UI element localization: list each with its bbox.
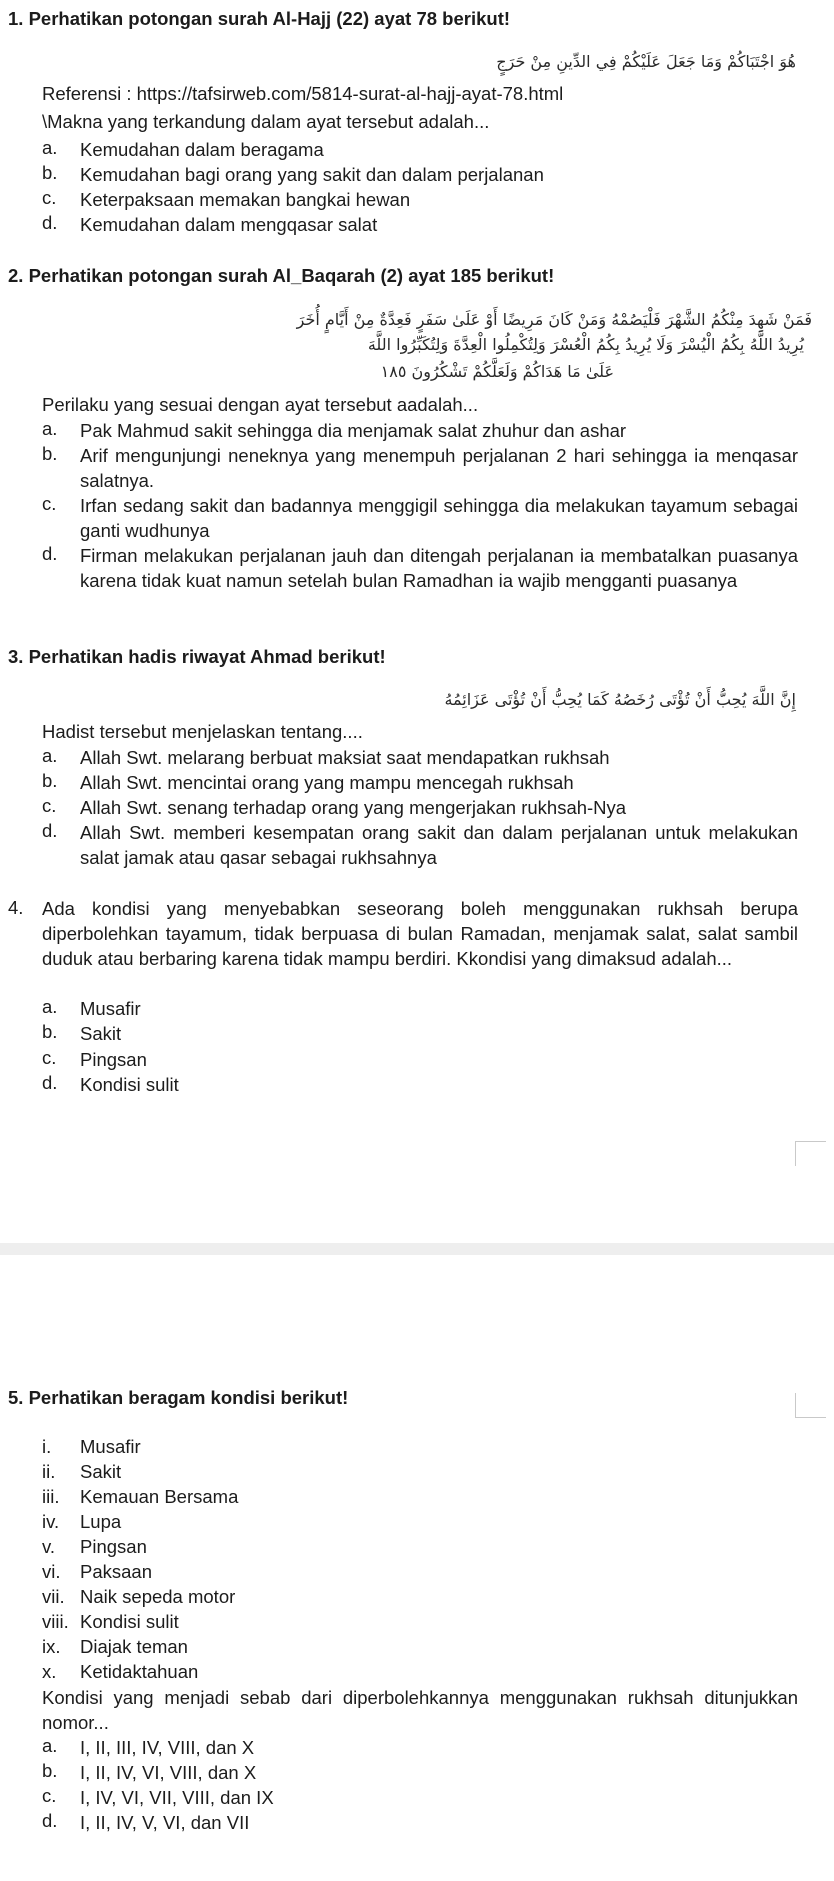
q3-option-d[interactable]: Allah Swt. memberi kesempatan orang sakit dan dalam perjalanan untuk melakukan salat jamak atau qasar sebagai rukhsahnya	[80, 822, 798, 868]
q5-item: Lupa	[80, 1511, 122, 1532]
q4-option-c-letter: c.	[42, 1047, 57, 1068]
q2-question: Perilaku yang sesuai dengan ayat tersebut aadalah...	[42, 394, 479, 415]
q3-option-a[interactable]: Allah Swt. melarang berbuat maksiat saat mendapatkan rukhsah	[80, 747, 610, 768]
q5-option-d[interactable]: I, II, IV, V, VI, dan VII	[80, 1812, 250, 1833]
q3-option-b-letter: b.	[42, 770, 58, 791]
q4-option-a-letter: a.	[42, 996, 58, 1017]
q2-option-d[interactable]: Firman melakukan perjalanan jauh dan ditengah perjalanan ia membatalkan puasanya karena tidak kuat namun setelah bulan Ramadhan ia wajib mengganti puasanya	[80, 545, 798, 591]
q5-item: Musafir	[80, 1436, 141, 1457]
q2-option-a-letter: a.	[42, 418, 58, 439]
q3-question: Hadist tersebut menjelaskan tentang....	[42, 721, 363, 742]
q1-option-b[interactable]: Kemudahan bagi orang yang sakit dan dalam perjalanan	[80, 164, 544, 185]
q5-item-num: iii.	[42, 1486, 60, 1507]
crop-corner-top	[795, 1141, 826, 1166]
q1-option-c[interactable]: Keterpaksaan memakan bangkai hewan	[80, 189, 411, 210]
q5-item: Paksaan	[80, 1561, 152, 1582]
q1-arabic: هُوَ اجْتَبَاكُمْ وَمَا جَعَلَ عَلَيْكُمْ فِي الدِّينِ مِنْ حَرَجٍ	[496, 52, 796, 71]
q2-arabic-line-3: عَلَىٰ مَا هَدَاكُمْ وَلَعَلَّكُمْ تَشْكُرُونَ ١٨٥	[380, 362, 614, 381]
q2-option-d-letter: d.	[42, 543, 58, 564]
q5-item: Kemauan Bersama	[80, 1486, 239, 1507]
q3-title: 3. Perhatikan hadis riwayat Ahmad berikut!	[8, 646, 386, 667]
q4-option-d-letter: d.	[42, 1072, 58, 1093]
q2-option-a[interactable]: Pak Mahmud sakit sehingga dia menjamak salat zhuhur dan ashar	[80, 420, 627, 441]
q1-reference: Referensi : https://tafsirweb.com/5814-surat-al-hajj-ayat-78.html	[42, 83, 564, 104]
q5-item-num: v.	[42, 1536, 56, 1557]
q4-option-d[interactable]: Kondisi sulit	[80, 1074, 179, 1095]
q1-title: 1. Perhatikan potongan surah Al-Hajj (22) ayat 78 berikut!	[8, 8, 511, 29]
crop-corner-bottom	[795, 1393, 826, 1418]
q1-option-d-letter: d.	[42, 212, 58, 233]
q4-text: Ada kondisi yang menyebabkan seseorang boleh menggunakan rukhsah berupa diperbolehkan tayamum, tidak berpuasa di bulan Ramadan, menjamak salat, salat sambil duduk atau berbaring karena tidak mampu berdiri. Kkondisi yang dimaksud adalah...	[42, 898, 798, 969]
q2-arabic-line-1: فَمَنْ شَهِدَ مِنْكُمُ الشَّهْرَ فَلْيَصُمْهُ وَمَنْ كَانَ مَرِيضًا أَوْ عَلَىٰ سَفَرٍ فَعِدَّةٌ مِنْ أَيَّامٍ أُخَرَ	[296, 310, 812, 329]
q1-option-a-letter: a.	[42, 137, 58, 158]
q2-arabic-line-2: يُرِيدُ اللَّهُ بِكُمُ الْيُسْرَ وَلَا يُرِيدُ بِكُمُ الْعُسْرَ وَلِتُكْمِلُوا الْعِدَّةَ وَلِتُكَبِّرُوا اللَّهَ	[367, 335, 804, 354]
q2-option-c[interactable]: Irfan sedang sakit dan badannya menggigil sehingga dia melakukan tayamum sebagai ganti wudhunya	[80, 495, 798, 541]
q2-title: 2. Perhatikan potongan surah Al_Baqarah (2) ayat 185 berikut!	[8, 265, 555, 286]
q5-item: Naik sepeda motor	[80, 1586, 236, 1607]
q1-option-d[interactable]: Kemudahan dalam mengqasar salat	[80, 214, 378, 235]
q1-option-a[interactable]: Kemudahan dalam beragama	[80, 139, 324, 160]
q5-item-num: ix.	[42, 1636, 61, 1657]
q2-option-b[interactable]: Arif mengunjungi neneknya yang menempuh perjalanan 2 hari sehingga ia menqasar salatnya.	[80, 445, 798, 491]
q5-item: Pingsan	[80, 1536, 147, 1557]
q5-item-num: x.	[42, 1661, 57, 1682]
q3-option-d-letter: d.	[42, 820, 58, 841]
q3-option-c-letter: c.	[42, 795, 57, 816]
q1-question: \Makna yang terkandung dalam ayat tersebut adalah...	[42, 111, 490, 132]
q5-item-num: vii.	[42, 1586, 65, 1607]
q5-item-num: vi.	[42, 1561, 61, 1582]
q1-option-c-letter: c.	[42, 187, 57, 208]
q5-item: Ketidaktahuan	[80, 1661, 199, 1682]
q4-option-c[interactable]: Pingsan	[80, 1049, 147, 1070]
q2-option-c-letter: c.	[42, 493, 57, 514]
q2-option-b-letter: b.	[42, 443, 58, 464]
q3-option-c[interactable]: Allah Swt. senang terhadap orang yang mengerjakan rukhsah-Nya	[80, 797, 627, 818]
q4-option-b-letter: b.	[42, 1021, 58, 1042]
q4-option-b[interactable]: Sakit	[80, 1023, 122, 1044]
q4-number: 4.	[8, 897, 24, 918]
q5-option-c[interactable]: I, IV, VI, VII, VIII, dan IX	[80, 1787, 274, 1808]
q5-option-b-letter: b.	[42, 1760, 58, 1781]
q3-option-b[interactable]: Allah Swt. mencintai orang yang mampu mencegah rukhsah	[80, 772, 574, 793]
q5-item: Diajak teman	[80, 1636, 188, 1657]
q3-option-a-letter: a.	[42, 745, 58, 766]
q5-option-d-letter: d.	[42, 1810, 58, 1831]
q3-arabic: إِنَّ اللَّهَ يُحِبُّ أَنْ تُؤْتَى رُخَصُهُ كَمَا يُحِبُّ أَنْ تُؤْتَى عَزَائِمُهُ	[444, 690, 796, 709]
page-bottom	[0, 1243, 834, 1881]
q5-item-num: ii.	[42, 1461, 56, 1482]
q5-item: Sakit	[80, 1461, 122, 1482]
q5-option-a[interactable]: I, II, III, IV, VIII, dan X	[80, 1737, 255, 1758]
q5-item: Kondisi sulit	[80, 1611, 179, 1632]
q5-title: 5. Perhatikan beragam kondisi berikut!	[8, 1387, 349, 1408]
q5-option-b[interactable]: I, II, IV, VI, VIII, dan X	[80, 1762, 257, 1783]
q5-item-num: iv.	[42, 1511, 60, 1532]
q4-option-a[interactable]: Musafir	[80, 998, 141, 1019]
q5-item-num: viii.	[42, 1611, 69, 1632]
q5-option-c-letter: c.	[42, 1785, 57, 1806]
q5-option-a-letter: a.	[42, 1735, 58, 1756]
q5-question: Kondisi yang menjadi sebab dari diperbolehkannya menggunakan rukhsah ditunjukkan nomor...	[42, 1687, 798, 1733]
q1-option-b-letter: b.	[42, 162, 58, 183]
q5-item-num: i.	[42, 1436, 52, 1457]
